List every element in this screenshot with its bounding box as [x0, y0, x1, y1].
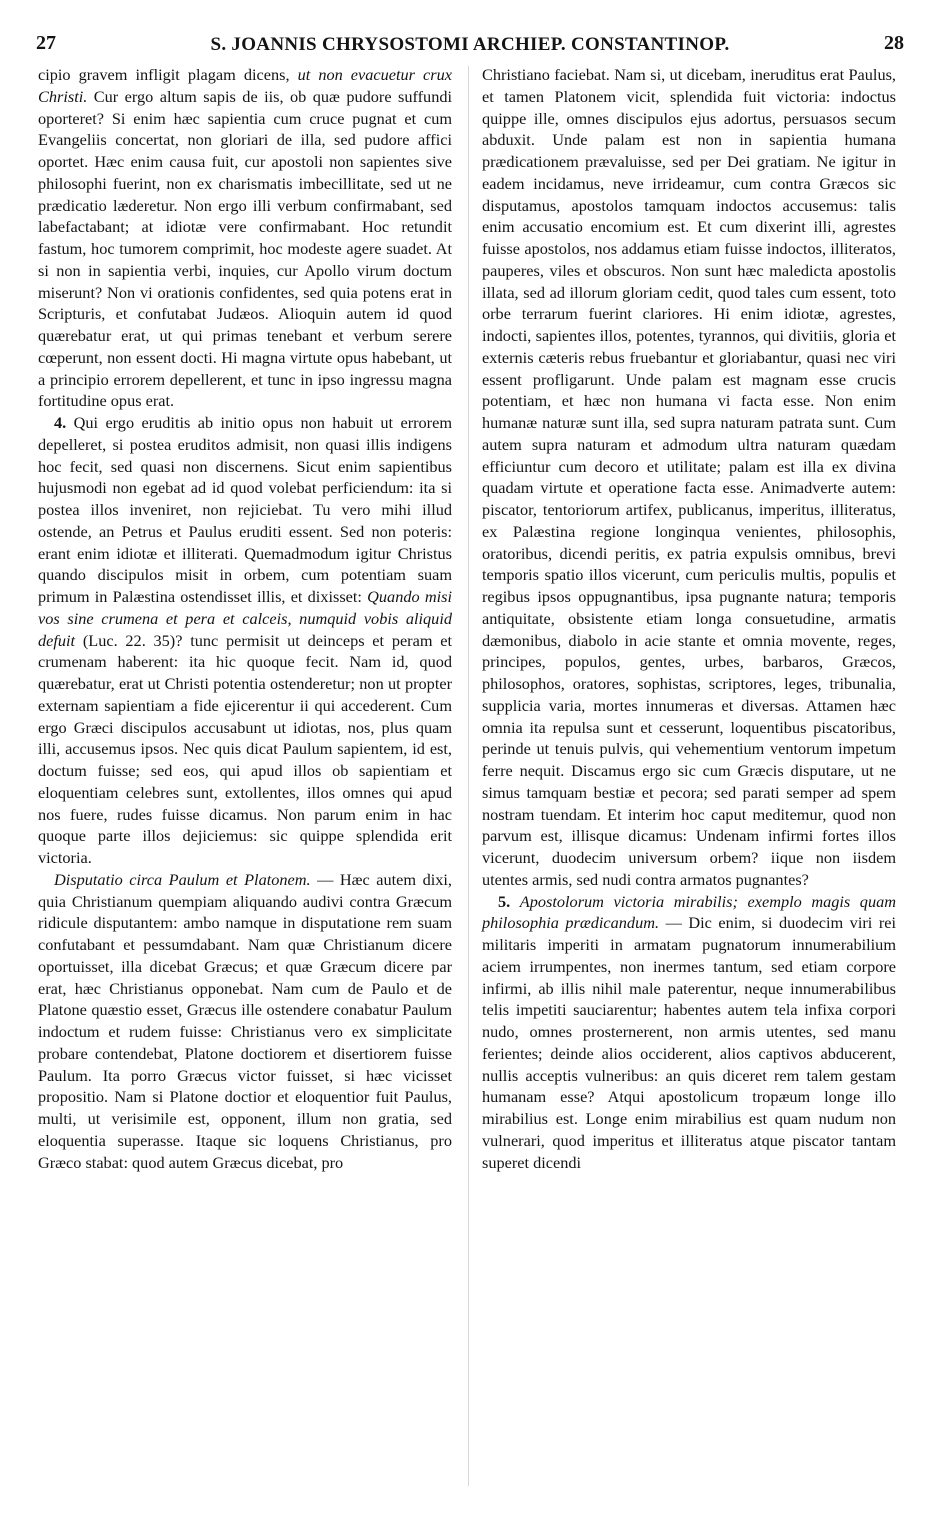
left-column: [38, 64, 452, 1504]
scripture-reference: (Luc. 22. 35)?: [75, 630, 183, 650]
text-run: Qui ergo eruditis ab initio opus non habuit ut errorem depelleret, si postea eruditos admisit, non quasi illis indigens hoc fecit, sed quasi non discernens. Sicut enim sapientibus hujusmodi non egebat ad id quod volebat perficiendum: ita si postea illos inveniret, non rejiciebat. Tu vero mihi illud ostende, an Petrus et Paulus eruditi essent. Sed non poteris: erant enim idiotæ et illiterati. Quemadmodum igitur Christus quando discipulos misit in orbem, cum potentiam suam primum in Palæstina ostendisset illis, et dixisset:: [38, 413, 452, 606]
right-column: [482, 64, 896, 1504]
text-run: tunc permisit ut deinceps et peram et crumenam haberent: ita hic quoque fecit. Nam id, quod quærebatur, erat ut Christi potentia ostenderetur; non ut propter externam sapientiam a fide ejicerentur ii qui accederent. Cum ergo Græci discipulos accusabunt ut idiotas, nos, plus quam illi, accusemus ipsos. Nec quis dicat Paulum sapientem, id est, doctum fuisse; sed eos, qui apud illos ob sapientiam et eloquentiam celebres sunt, extollentes, illos omnes qui apud nos fuere, rudes fuisse dicamus. Non parum enim in hac quoque parte illos dejiciemus: sic quippe splendida erit victoria.: [38, 630, 453, 867]
text-run: Cur ergo altum sapis de iis, ob quæ pudore suffundi oporteret? Si enim hæc sapientia cum cruce pugnat et cum Evangeliis concertat, non gloriari de illa, sed pudore affici oportet. Hæc enim causa fuit, cur apostoli non sapientes sive philosophi fuerint, non ex charismatis imbecillitate, sed ut ne prædicatio læderetur. Non ergo illi verbum confirmabant, sed labefactabant; at idiotæ vere confirmabant. Hoc retundit fastum, hoc tumorem comprimit, hoc modeste agere suadet. At si non in sapientia verbi, inquies, cur Apollo virum doctum miserunt? Non vi orationis confidentes, sed quia potens erat in Scripturis, et confutabat Judæos. Alioquin autem id quod quærebatur erat, ut qui primas tenebant et verbum serere cœperunt, non essent docti. Hi magna virtute opus habebant, ut a principio errorem depellerent, et tunc in ipso ingressu magna fortitudine opus erat.: [38, 86, 452, 411]
text-run: — Dic enim, si duodecim viri rei militaris imperiti in armatam pugnatorum innumerabilium aciem irrumpentes, non inermes tantum, sed etiam corpore infirmi, ab illis nihil male paterentur, neque innumerabilibus telis impetiti sauciarentur; habentes autem tela infixa corpori nudo, omnes prosternerent, non armis utentes, sed manu ferientes; deinde alios occiderent, alios captivos abducerent, nullis acceptis vulneribus: an quis diceret rem talem gestam humanam esse? Atqui apostolicum tropæum longe illo mirabilius est. Longe enim mirabilius est quam nudum non vulnerari, quod imperitus et illiteratus atque piscator tantam superet dicendi: [482, 913, 896, 1172]
page-number-right: 28: [884, 32, 904, 54]
page-number-left: 27: [36, 32, 56, 54]
scripture-quote: Quando misi vos sine crumena et pera et calceis, numquid vobis aliquid defuit: [38, 587, 452, 650]
section-heading: Disputatio circa Paulum et Platonem.: [54, 869, 311, 889]
column-divider: [468, 66, 469, 1486]
paragraph-continuation: [38, 64, 452, 412]
paragraph-section-4: [38, 412, 452, 869]
section-number: 4.: [54, 413, 67, 432]
section-number: 5.: [498, 891, 511, 911]
running-header: [30, 32, 910, 58]
text-run: — Hæc autem dixi, quia Christianum quempiam aliquando audivi contra Græcum ridicule disputantem: ambo namque in disputatione rem suam confutabant et pessumdabant. Nam quæ Christianum dicere oportuisset, illa dicebat Græcus; et quæ Græcum dicere par erat, hæc Christianus opponebat. Nam cum de Paulo et de Platone quæstio esset, Græcus ille ostendere conabatur Paulum indoctum et rudem fuisse: Christianus vero ex simplicitate probare contendebat, Platone doctiorem et disertiorem fuisse Paulum. Ita porro Græcus victor fuisset, si hæc vicisset propositio. Nam si Platone doctior et eloquentior fuit Paulus, multi, ut verisimile est, opponent, illum non gratia, sed eloquentia superasse. Itaque sic loquens Christianus, pro Græco stabat: quod autem Græcus dicebat, pro: [38, 869, 452, 1172]
paragraph-continuation: Christiano faciebat. Nam si, ut dicebam, ineruditus erat Paulus, et tamen Platonem vicit, splendida fuit victoria: indoctus quippe ille, omnes discipulos ejus adortus, persuasos secum abduxit. Unde palam est non in sapientia humana prædicationem prævaluisse, sed per Dei gratiam. Ne igitur in eadem incidamus, neve irrideamur, cum contra Græcos sic disputamus, apostolos tamquam indoctos accusemus: talis enim accusatio encomium est. Et cum dixerint illi, agrestes fuisse apostolos, nos addamus etiam fuisse indoctos, illiteratos, pauperes, viles et obscuros. Non sunt hæc maledicta apostolis illata, sed ad illorum gloriam cedit, quod tales cum essent, toto orbe terrarum fuerint clariores. Hi enim idiotæ, agrestes, indocti, sapientes illos, potentes, tyrannos, qui divitiis, gloria et externis cæteris rebus fruebantur et gloriabantur, quasi nec viri essent profligarunt. Unde palam est magnam esse crucis potentiam, et hæc non humana vi facta esse. Non enim humanæ naturæ sunt illa, sed supra naturam patrata sunt. Cum autem supra naturam et admodum ultra naturam quædam efficiuntur cum decoro et utilitate; palam est illa ex divina quadam virtute et operatione facta esse. Animadverte autem: piscator, tentoriorum artifex, publicanus, imperitus, illiteratus, ex Palæstina regione longinqua venientes, philosophis, oratoribus, dicendi peritis, ex patria expulsis omnibus, brevi temporis spatio illos vicerunt, cum periculis multis, populis et regibus ipsos oppugnantibus, ipsa pugnante natura; temporis antiquitate, obsistente etiam longa consuetudine, armatis dæmonibus, diabolo in acie stante et omnia movente, reges, principes, populos, gentes, urbes, barbaros, Græcos, philosophos, oratores, sophistas, scriptores, leges, tribunalia, supplicia varia, mortes innumeras et diversas. Attamen hæc omnia ita repulsa sunt et cesserunt, loquentibus piscatoribus, perinde ut tenuis pulvis, qui vehementium ventorum impetum ferre nequit. Discamus ergo sic cum Græcis disputare, ut ne simus tamquam bestiæ et pecora; sed parati semper ad spem nostram tuendam. Et interim hoc caput meditemur, quod non parvum est, illisque dicamus: Undenam infirmi fortes illos vicerunt, duodecim universum orbem? iique non iisdem utentes armis, sed nudi contra armatos pugnantes?: [482, 65, 896, 889]
paragraph-disputatio: [38, 869, 452, 1174]
paragraph-section-5: [482, 891, 896, 1174]
running-title: S. JOANNIS CHRYSOSTOMI ARCHIEP. CONSTANTINOP.: [210, 34, 730, 55]
section-heading: Apostolorum victoria mirabilis; exemplo magis quam philosophia prædicandum.: [482, 891, 896, 933]
scripture-quote: ut non evacuetur crux Christi.: [38, 65, 452, 106]
text-run: cipio gravem infligit plagam dicens,: [38, 65, 298, 84]
